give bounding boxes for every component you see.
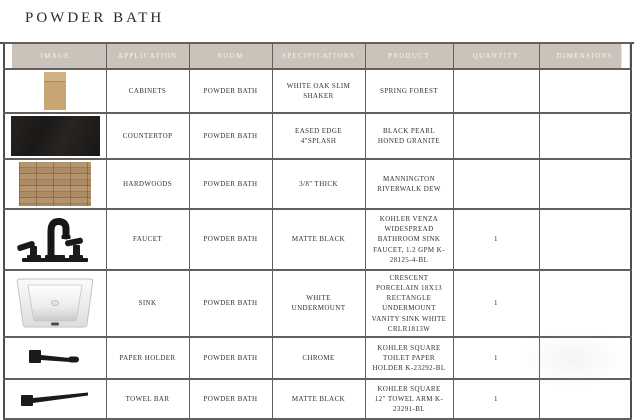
quantity-cell: 1 <box>453 379 539 419</box>
page-title: POWDER BATH <box>25 10 165 26</box>
specifications-cell: WHITE OAK SLIM SHAKER <box>272 69 365 113</box>
quantity-cell <box>453 69 539 113</box>
room-cell: POWDER BATH <box>189 159 272 209</box>
room-cell: POWDER BATH <box>189 209 272 270</box>
column-header-specifications: SPECIFICATIONS <box>272 43 365 69</box>
specifications-cell: CHROME <box>272 337 365 379</box>
application-cell: SINK <box>106 270 189 337</box>
product-cell: KOHLER SQUARE TOILET PAPER HOLDER K-23292-BL <box>365 337 453 379</box>
quantity-cell: 1 <box>453 337 539 379</box>
application-cell: FAUCET <box>106 209 189 270</box>
table-row-faucet <box>4 209 631 270</box>
specifications-cell: MATTE BLACK <box>272 379 365 419</box>
white-oak-cabinet-swatch-image <box>44 72 66 110</box>
dimensions-cell <box>539 337 631 379</box>
table-row-hardwoods <box>4 159 631 209</box>
product-image-cell <box>4 209 106 270</box>
dimensions-cell <box>539 270 631 337</box>
matte-black-paper-holder-image <box>26 346 84 370</box>
table-row-countertop <box>4 113 631 159</box>
dimensions-cell <box>539 379 631 419</box>
specifications-cell: MATTE BLACK <box>272 209 365 270</box>
quantity-cell: 1 <box>453 270 539 337</box>
product-cell: CRESCENT PORCELAIN 18X13 RECTANGLE UNDERMOUNT VANITY SINK WHITE CRLR1813W <box>365 270 453 337</box>
product-image-cell <box>4 270 106 337</box>
table-row-towel-bar <box>4 379 631 419</box>
matte-black-faucet-image <box>15 214 95 266</box>
column-header-quantity: QUANTITY <box>453 43 539 69</box>
application-cell: TOWEL BAR <box>106 379 189 419</box>
column-header-image: IMAGE <box>4 43 106 69</box>
column-header-application: APPLICATION <box>106 43 189 69</box>
application-cell: PAPER HOLDER <box>106 337 189 379</box>
room-cell: POWDER BATH <box>189 270 272 337</box>
quantity-cell <box>453 113 539 159</box>
table-row-cabinets <box>4 69 631 113</box>
hardwood-floor-swatch-image <box>19 162 91 206</box>
column-header-dimensions: DIMENSIONS <box>539 43 631 69</box>
white-undermount-sink-image <box>13 275 97 331</box>
column-header-room: ROOM <box>189 43 272 69</box>
dimensions-cell <box>539 113 631 159</box>
quantity-cell <box>453 159 539 209</box>
room-cell: POWDER BATH <box>189 113 272 159</box>
quantity-cell: 1 <box>453 209 539 270</box>
product-image-cell <box>4 379 106 419</box>
product-cell: BLACK PEARL HONED GRANITE <box>365 113 453 159</box>
matte-black-towel-bar-image <box>18 389 92 409</box>
application-cell: CABINETS <box>106 69 189 113</box>
specifications-cell: EASED EDGE 4"SPLASH <box>272 113 365 159</box>
dimensions-cell <box>539 69 631 113</box>
dimensions-cell <box>539 209 631 270</box>
specifications-cell: WHITE UNDERMOUNT <box>272 270 365 337</box>
product-cell: SPRING FOREST <box>365 69 453 113</box>
room-cell: POWDER BATH <box>189 337 272 379</box>
black-granite-swatch-image <box>11 116 100 156</box>
room-cell: POWDER BATH <box>189 379 272 419</box>
product-image-cell <box>4 113 106 159</box>
dimensions-cell <box>539 159 631 209</box>
table-header-row <box>4 43 631 69</box>
product-cell: KOHLER VENZA WIDESPREAD BATHROOM SINK FAUCET, 1.2 GPM K-28125-4-BL <box>365 209 453 270</box>
application-cell: HARDWOODS <box>106 159 189 209</box>
table-row-paper-holder <box>4 337 631 379</box>
product-cell: KOHLER SQUARE 12" TOWEL ARM K-23291-BL <box>365 379 453 419</box>
spec-schedule-table <box>3 42 632 420</box>
product-cell: MANNINGTON RIVERWALK DEW <box>365 159 453 209</box>
column-header-product: PRODUCT <box>365 43 453 69</box>
room-cell: POWDER BATH <box>189 69 272 113</box>
specifications-cell: 3/8" THICK <box>272 159 365 209</box>
product-image-cell <box>4 337 106 379</box>
table-row-sink <box>4 270 631 337</box>
application-cell: COUNTERTOP <box>106 113 189 159</box>
product-image-cell <box>4 159 106 209</box>
product-image-cell <box>4 69 106 113</box>
